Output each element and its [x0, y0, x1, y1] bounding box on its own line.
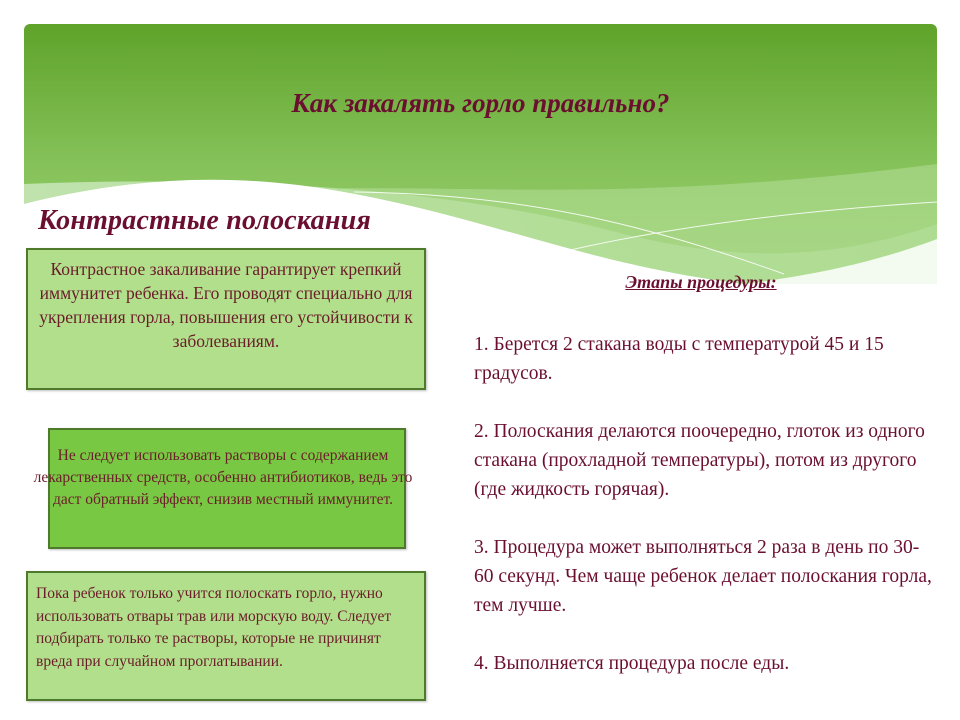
wave-decoration — [24, 24, 937, 284]
header-band — [24, 24, 937, 284]
info-box-warning — [33, 428, 413, 549]
info-box-immunity — [26, 248, 426, 390]
steps-heading: Этапы процедуры: — [625, 272, 777, 292]
info-box-text: Пока ребенок только учится полоскать горло, нужно использовать отвары трав или морскую воду. Следует подбирать только те растворы, которые не причинят вреда при случайном проглатывании. — [36, 585, 392, 670]
step-item: 1. Берется 2 стакана воды с температурой 45 и 15 градусов. — [474, 334, 884, 384]
section-title: Контрастные полоскания — [38, 205, 371, 236]
step-item: 3. Процедура может выполняться 2 раза в день по 30-60 секунд. Чем чаще ребенок делает полоскания горла, тем лучше. — [474, 537, 932, 616]
procedure-steps — [474, 272, 944, 707]
slide-title: Как закалять горло правильно? — [291, 88, 670, 118]
step-item: 2. Полоскания делаются поочередно, глоток из одного стакана (прохладной температуры), потом из другого (где жидкость горячая). — [474, 421, 925, 500]
info-box-text: Не следует использовать растворы с содержанием лекарственных средств, особенно антибиотиков, ведь это даст обратный эффект, снизив местный иммунитет. — [33, 447, 413, 508]
step-item: 4. Выполняется процедура после еды. — [474, 653, 790, 674]
info-box-herbal — [26, 571, 426, 701]
info-box-text: Контрастное закаливание гарантирует крепкий иммунитет ребенка. Его проводят специально для укрепления горла, повышения его устойчивости к заболеваниям. — [39, 259, 413, 351]
